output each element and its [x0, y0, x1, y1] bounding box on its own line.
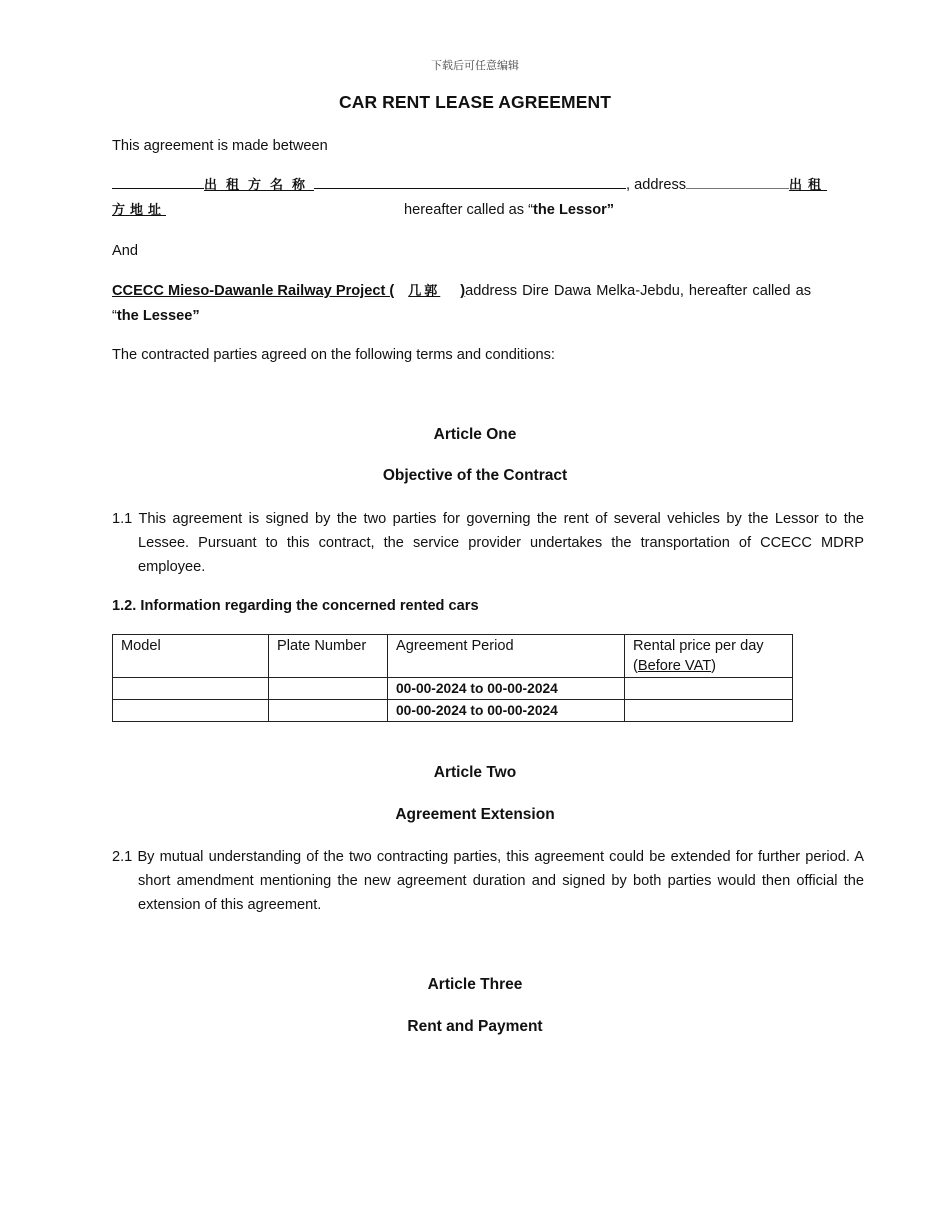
header-note: 下载后可任意编辑: [431, 59, 519, 72]
article-three-subtitle: Rent and Payment: [407, 1018, 543, 1035]
row-1-model: [113, 678, 269, 700]
header-model: Model: [113, 635, 269, 678]
intro-paragraph: This agreement is made between: [112, 138, 328, 154]
lessor-address-placeholder-1: 出租: [789, 178, 828, 193]
table-row: [113, 700, 793, 722]
row-1-plate: [269, 678, 388, 700]
price-close-paren: ): [711, 658, 717, 674]
header-rental-price-line1: Rental price per day: [633, 638, 764, 654]
lessee-project-cjk: 几郭: [408, 284, 441, 299]
article-one-title: Article One: [433, 426, 517, 443]
lessor-line-1: [112, 173, 838, 198]
price-before-vat: Before VAT: [637, 658, 712, 674]
and-text: And: [112, 243, 138, 259]
row-1-period: 00-00-2024 to 00-00-2024: [388, 678, 625, 700]
header-plate-number: Plate Number: [269, 635, 388, 678]
table-row: [113, 678, 793, 700]
table-header-row: [113, 635, 793, 678]
lessee-project-close: ): [460, 283, 466, 299]
clause-1-1: 1.1 This agreement is signed by the two parties for governing the rent of several vehicles by the Lessor to the Lessee. Pursuant to this contract, the service provider undertakes the transportation of CCECC MDRP employee.: [112, 511, 864, 575]
lessee-line-1: [112, 279, 838, 304]
lessee-role-label: the Lessee”: [116, 308, 200, 324]
lessee-project-name: CCECC Mieso-Dawanle Railway Project (: [112, 283, 395, 299]
article-three-title: Article Three: [427, 976, 523, 993]
lessor-line-2: [112, 198, 838, 223]
lessee-quote-open: “: [112, 308, 117, 324]
article-one-subtitle: Objective of the Contract: [382, 467, 568, 484]
header-agreement-period: Agreement Period: [388, 635, 625, 678]
lessor-name-blank-right: [314, 174, 626, 189]
header-rental-price-line2: [633, 656, 784, 676]
row-2-plate: [269, 700, 388, 722]
lessor-address-placeholder-2: 方地址: [112, 203, 167, 218]
header-rental-price: [625, 635, 793, 678]
row-2-price: [625, 700, 793, 722]
clause-2-1: 2.1 By mutual understanding of the two contracting parties, this agreement could be extended for further period. A short amendment mentioning the new agreement duration and signed by both parties would then official the extension of this agreement.: [112, 849, 864, 913]
clause-1-2-title: 1.2. Information regarding the concerned rented cars: [112, 598, 479, 614]
document-title: CAR RENT LEASE AGREEMENT: [338, 92, 612, 112]
lessor-hereafter-text: hereafter called as “: [404, 202, 533, 218]
lessor-address-blank: [686, 174, 789, 189]
article-two-subtitle: Agreement Extension: [395, 806, 555, 823]
article-two-title: Article Two: [433, 764, 517, 781]
rented-cars-table: [112, 634, 793, 722]
row-1-price: [625, 678, 793, 700]
lessor-name-placeholder: 出租方名称: [204, 178, 315, 193]
price-open-paren: (: [633, 658, 638, 674]
lessor-paragraph: [112, 173, 838, 223]
lessor-name-blank-left: [112, 174, 204, 189]
lessee-address-text: address Dire Dawa Melka-Jebdu, hereafter called as: [465, 283, 811, 299]
terms-intro: The contracted parties agreed on the following terms and conditions:: [112, 347, 555, 363]
lessee-line-2: [112, 304, 838, 328]
row-2-model: [113, 700, 269, 722]
row-2-period: 00-00-2024 to 00-00-2024: [388, 700, 625, 722]
lessor-role-label: the Lessor”: [533, 202, 615, 218]
lessee-paragraph: [112, 279, 838, 328]
lessor-address-label: , address: [626, 177, 687, 193]
